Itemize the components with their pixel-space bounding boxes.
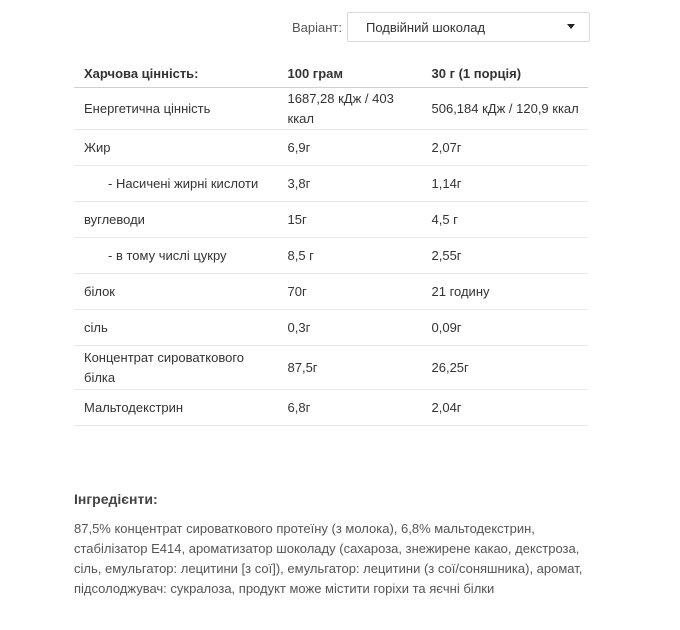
nutrient-name: Жир — [84, 139, 111, 155]
nutrient-name: - Насичені жирні кислоти — [108, 175, 259, 191]
nutrition-header-row — [74, 60, 588, 88]
nutrient-name: Мальтодекстрин — [84, 399, 184, 415]
value-per-serving: 21 годину — [431, 283, 490, 299]
table-row — [74, 310, 588, 346]
nutrient-name: вуглеводи — [84, 211, 145, 227]
value-per-serving: 26,25г — [431, 359, 469, 375]
nutrient-name: сіль — [84, 319, 108, 335]
value-per-serving: 0,09г — [431, 319, 462, 335]
nutrient-name: - в тому числі цукру — [108, 247, 227, 263]
value-per-100g: 6,9г — [287, 139, 311, 155]
value-per-100g: 0,3г — [287, 319, 311, 335]
nutrient-name: білок — [84, 283, 115, 299]
value-per-100g: 8,5 г — [287, 247, 314, 263]
header-per-100g: 100 грам — [287, 65, 344, 81]
variant-row — [0, 12, 680, 44]
value-per-serving: 1,14г — [431, 175, 462, 191]
value-per-100g: 70г — [287, 283, 307, 299]
value-per-serving: 2,07г — [431, 139, 462, 155]
table-row — [74, 166, 588, 202]
table-row — [74, 238, 588, 274]
ingredients-title: Інгредієнти: — [74, 491, 158, 507]
value-per-100g: 3,8г — [287, 175, 311, 191]
table-row — [74, 202, 588, 238]
table-row — [74, 346, 588, 390]
table-row — [74, 130, 588, 166]
value-per-serving: 2,04г — [431, 399, 462, 415]
table-row — [74, 390, 588, 426]
value-per-100g: 6,8г — [287, 399, 311, 415]
header-nutrition-value: Харчова цінність: — [84, 65, 199, 81]
variant-select[interactable] — [347, 12, 590, 42]
value-per-100g: 87,5г — [287, 359, 318, 375]
value-per-serving: 506,184 кДж / 120,9 ккал — [431, 100, 579, 116]
table-row — [74, 88, 588, 130]
value-per-100g: 15г — [287, 211, 307, 227]
variant-selected-value: Подвійний шоколад — [366, 20, 486, 35]
value-per-100g: 1687,28 кДж / 403 ккал — [287, 90, 394, 126]
nutrient-name: Концентрат сироваткового білка — [84, 349, 245, 385]
table-row — [74, 274, 588, 310]
nutrition-table — [74, 60, 588, 426]
nutrient-name: Енергетична цінність — [84, 100, 211, 116]
header-per-serving: 30 г (1 порція) — [431, 65, 522, 81]
value-per-serving: 4,5 г — [431, 211, 458, 227]
ingredients-text: 87,5% концентрат сироваткового протеїну (з молока), 6,8% мальтодекстрин, стабілізатор Е414, ароматизатор шоколаду (сахароза, знежирене какао, декстроза, сіль, емульгатор: лецитини [з сої]), емульгатор: лецитини (з сої/соняшника), аромат, підсолоджувач: сукралоза, продукт може містити горіхи та яєчні білки — [74, 521, 583, 596]
variant-label: Варіант: — [292, 20, 342, 35]
caret-down-icon — [567, 24, 575, 29]
value-per-serving: 2,55г — [431, 247, 462, 263]
